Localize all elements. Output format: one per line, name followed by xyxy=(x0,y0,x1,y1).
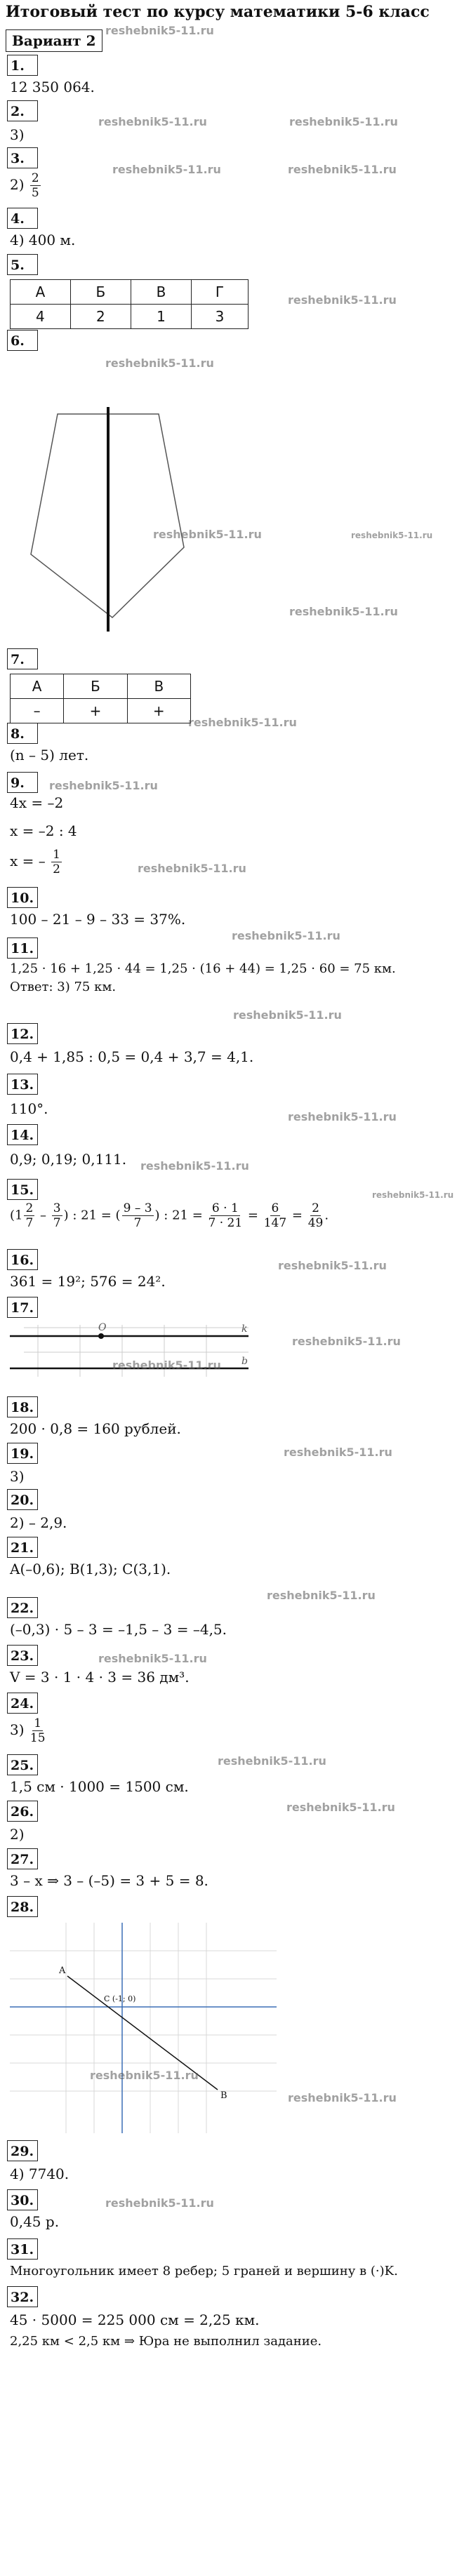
answer-text: 3) xyxy=(10,1468,25,1485)
numerator: 3 xyxy=(53,1201,61,1215)
task-number: 20. xyxy=(7,1489,38,1510)
task-number: 13. xyxy=(7,1074,38,1095)
numerator: 1 xyxy=(34,1716,42,1730)
task-number: 29. xyxy=(7,2140,38,2161)
watermark: reshebnik5-11.ru xyxy=(284,1446,392,1459)
task-number: 26. xyxy=(7,1801,38,1822)
coordinate-plane-figure xyxy=(10,1923,277,2133)
task-number: 19. xyxy=(7,1443,38,1464)
watermark: reshebnik5-11.ru xyxy=(288,163,397,176)
label-a: A xyxy=(59,1966,66,1976)
task-number: 23. xyxy=(7,1645,38,1666)
answer-prefix: x = – xyxy=(10,853,46,869)
answer-fraction xyxy=(10,1716,47,1745)
task-number: 30. xyxy=(7,2189,38,2210)
watermark: reshebnik5-11.ru xyxy=(153,528,262,541)
table-cell: 4 xyxy=(11,305,71,329)
variant-label: Вариант 2 xyxy=(6,29,102,52)
watermark: reshebnik5-11.ru xyxy=(289,115,398,128)
pentagon-figure xyxy=(14,407,197,632)
label-c: C (-1; 0) xyxy=(104,1994,136,2003)
label-o: O xyxy=(98,1322,107,1333)
table-cell: + xyxy=(127,699,190,723)
table-cell: А xyxy=(11,674,64,699)
answer-text: 2) – 2,9. xyxy=(10,1514,67,1531)
answer-text: 4) 400 м. xyxy=(10,232,76,248)
task-number: 1. xyxy=(7,55,38,76)
table-cell: Г xyxy=(192,280,249,305)
answer-text: 0,4 + 1,85 : 0,5 = 0,4 + 3,7 = 4,1. xyxy=(10,1048,254,1065)
label-b: b xyxy=(241,1356,248,1367)
watermark: reshebnik5-11.ru xyxy=(288,293,397,307)
task-number: 31. xyxy=(7,2238,38,2260)
task-number: 9. xyxy=(7,772,38,793)
watermark: reshebnik5-11.ru xyxy=(288,2091,397,2104)
task-number: 27. xyxy=(7,1848,38,1869)
answer-text: 110°. xyxy=(10,1100,48,1117)
table-cell: В xyxy=(127,674,190,699)
task-number: 3. xyxy=(7,147,38,168)
answer-table xyxy=(10,279,249,329)
watermark: reshebnik5-11.ru xyxy=(112,163,221,176)
answer-fraction xyxy=(10,848,63,876)
watermark: reshebnik5-11.ru xyxy=(289,605,398,618)
watermark: reshebnik5-11.ru xyxy=(267,1589,376,1602)
numerator: 2 xyxy=(25,1201,34,1215)
answer-text: 3) xyxy=(10,126,25,143)
task-number: 28. xyxy=(7,1896,38,1917)
answer-text: 100 – 21 – 9 – 33 = 37%. xyxy=(10,911,186,928)
task-number: 21. xyxy=(7,1537,38,1558)
task-number: 16. xyxy=(7,1249,38,1270)
numerator: 6 · 1 xyxy=(211,1201,239,1215)
task-number: 14. xyxy=(7,1124,38,1145)
table-cell: – xyxy=(11,699,64,723)
parallel-lines-figure xyxy=(10,1321,277,1384)
answer-text: A(–0,6); B(1,3); C(3,1). xyxy=(10,1561,171,1577)
answer-text: 4) 7740. xyxy=(10,2165,69,2182)
answer-fraction xyxy=(10,171,42,200)
task-number: 25. xyxy=(7,1754,38,1775)
grid-lines xyxy=(10,1923,277,2133)
denominator: 5 xyxy=(31,186,39,200)
task-number: 4. xyxy=(7,208,38,229)
task-number: 32. xyxy=(7,2286,38,2307)
watermark: reshebnik5-11.ru xyxy=(372,1190,454,1200)
watermark: reshebnik5-11.ru xyxy=(138,862,246,875)
numerator: 6 xyxy=(271,1201,279,1215)
watermark: reshebnik5-11.ru xyxy=(98,115,207,128)
watermark: reshebnik5-11.ru xyxy=(278,1259,387,1272)
task-number: 15. xyxy=(7,1179,38,1200)
watermark: reshebnik5-11.ru xyxy=(105,356,214,370)
task-number: 12. xyxy=(7,1023,38,1044)
task-number: 17. xyxy=(7,1297,38,1318)
denominator: 2 xyxy=(53,862,60,876)
watermark: reshebnik5-11.ru xyxy=(233,1008,342,1022)
watermark: reshebnik5-11.ru xyxy=(286,1801,395,1814)
point-o xyxy=(98,1333,104,1339)
watermark: reshebnik5-11.ru xyxy=(90,2069,199,2082)
watermark: reshebnik5-11.ru xyxy=(140,1159,249,1173)
answer-text: 2) xyxy=(10,1826,25,1843)
label-b: B xyxy=(220,2090,227,2101)
answer-line: x = –2 : 4 xyxy=(10,822,77,839)
numerator: 9 – 3 xyxy=(123,1201,152,1215)
denominator: 7 · 21 xyxy=(208,1216,243,1230)
task-number: 6. xyxy=(7,330,38,351)
task-number: 18. xyxy=(7,1396,38,1417)
task-number: 8. xyxy=(7,723,38,744)
task-number: 24. xyxy=(7,1693,38,1714)
task-number: 10. xyxy=(7,887,38,908)
answer-text: V = 3 · 1 · 4 · 3 = 36 дм³. xyxy=(10,1669,190,1686)
answer-line: 45 · 5000 = 225 000 см = 2,25 км. xyxy=(10,2311,260,2328)
task-number: 22. xyxy=(7,1597,38,1618)
answer-text: 200 · 0,8 = 160 рублей. xyxy=(10,1420,181,1437)
answer-text: (n – 5) лет. xyxy=(10,747,89,763)
watermark: reshebnik5-11.ru xyxy=(112,1359,221,1372)
answer-line: 2,25 км < 2,5 км ⇒ Юра не выполнил задание. xyxy=(10,2334,322,2349)
denominator: 49 xyxy=(307,1216,324,1230)
answer-line: Ответ: 3) 75 км. xyxy=(10,980,117,994)
answer-table xyxy=(10,674,191,723)
table-cell: В xyxy=(131,280,191,305)
watermark: reshebnik5-11.ru xyxy=(351,530,433,540)
table-cell: 2 xyxy=(70,305,131,329)
numerator: 2 xyxy=(312,1201,319,1215)
denominator: 7 xyxy=(25,1216,34,1230)
answer-line: 1,25 · 16 + 1,25 · 44 = 1,25 · (16 + 44) = 1,25 · 60 = 75 км. xyxy=(10,961,396,976)
answer-line: 4x = –2 xyxy=(10,794,64,811)
answer-expression: (1 $\frac{2}{7}$ – $\frac{3}{7}$ ) : 21 = ( $\frac{9 - 3}{7}$ ) : 21 = $\frac{6 \cdot 1}{7 \cdot 21}$ = $\frac{6}{147}$ = $\frac{2}{49}$ . xyxy=(10,1201,329,1230)
watermark: reshebnik5-11.ru xyxy=(98,1652,207,1665)
numerator: 2 xyxy=(31,171,39,185)
watermark: reshebnik5-11.ru xyxy=(105,24,214,37)
answer-text: 1,5 см · 1000 = 1500 см. xyxy=(10,1778,189,1795)
watermark: reshebnik5-11.ru xyxy=(105,2196,214,2210)
answer-prefix: 2) xyxy=(10,176,25,193)
answer-text: 0,9; 0,19; 0,111. xyxy=(10,1151,127,1168)
watermark: reshebnik5-11.ru xyxy=(218,1754,326,1768)
label-k: k xyxy=(241,1323,248,1335)
watermark: reshebnik5-11.ru xyxy=(292,1335,401,1348)
table-cell: 3 xyxy=(192,305,249,329)
table-cell: Б xyxy=(64,674,127,699)
whole-part: 1 xyxy=(15,1208,23,1223)
answer-text: 0,45 р. xyxy=(10,2213,60,2230)
table-cell: 1 xyxy=(131,305,191,329)
task-number: 5. xyxy=(7,254,38,275)
denominator: 7 xyxy=(133,1216,142,1230)
page-title: Итоговый тест по курсу математики 5-6 класс xyxy=(6,3,430,21)
watermark: reshebnik5-11.ru xyxy=(188,716,297,729)
task-number: 7. xyxy=(7,648,38,669)
table-cell: Б xyxy=(70,280,131,305)
answer-text: 3 – x ⇒ 3 – (–5) = 3 + 5 = 8. xyxy=(10,1872,208,1889)
task-number: 11. xyxy=(7,937,38,959)
answer-text: 12 350 064. xyxy=(10,79,95,95)
denominator: 15 xyxy=(29,1731,46,1745)
denominator: 147 xyxy=(263,1216,287,1230)
watermark: reshebnik5-11.ru xyxy=(232,929,340,942)
task-number: 2. xyxy=(7,100,38,121)
watermark: reshebnik5-11.ru xyxy=(288,1110,397,1123)
denominator: 7 xyxy=(53,1216,61,1230)
answer-text: (–0,3) · 5 – 3 = –1,5 – 3 = –4,5. xyxy=(10,1621,227,1638)
divisor: 21 xyxy=(81,1208,98,1223)
answer-text: 361 = 19²; 576 = 24². xyxy=(10,1273,166,1290)
answer-prefix: 3) xyxy=(10,1721,25,1738)
answer-text: Многоугольник имеет 8 ребер; 5 граней и вершину в (·)K. xyxy=(10,2264,398,2278)
watermark: reshebnik5-11.ru xyxy=(49,779,158,792)
table-cell: + xyxy=(64,699,127,723)
table-cell: А xyxy=(11,280,71,305)
numerator: 1 xyxy=(53,848,60,862)
